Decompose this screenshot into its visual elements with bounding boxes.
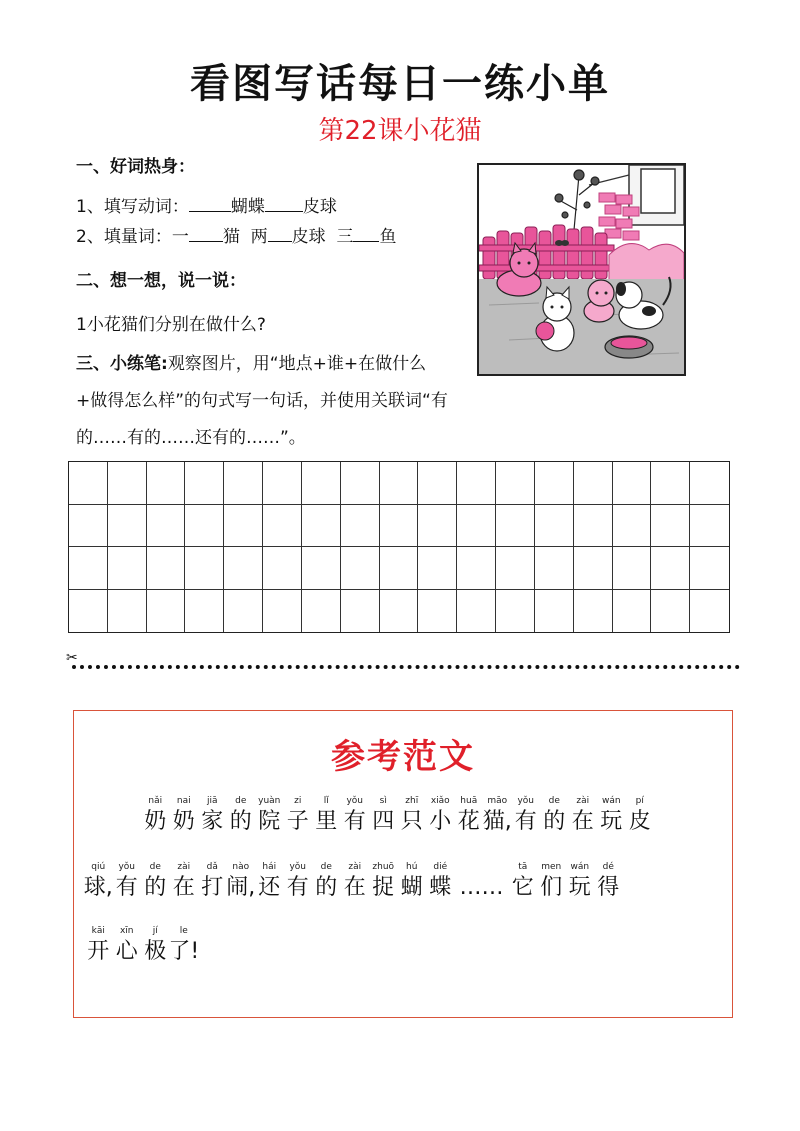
hanzi: 还	[258, 875, 281, 900]
reference-line-1	[84, 795, 654, 837]
hanzi: 奶	[172, 809, 195, 834]
verb-blank-2[interactable]	[265, 194, 303, 212]
hanzi-with-pinyin	[141, 925, 170, 967]
hanzi-with-pinyin	[509, 861, 538, 903]
pinyin: yǒu	[346, 796, 364, 806]
fish-bowl	[605, 336, 653, 358]
cats-illustration-svg	[479, 165, 684, 374]
hanzi: 开	[87, 939, 110, 964]
pinyin: zài	[576, 796, 590, 806]
grid-cell[interactable]	[69, 505, 108, 548]
hanzi: 家	[201, 809, 224, 834]
pinyin: zài	[348, 862, 362, 872]
grid-cell[interactable]	[613, 462, 652, 505]
pinyin: jí	[152, 926, 158, 936]
pinyin: wán	[601, 796, 621, 806]
pinyin: yǒu	[289, 862, 307, 872]
item1-word1: 蝴蝶	[230, 197, 265, 217]
hanzi-with-pinyin	[141, 861, 170, 903]
grid-cell[interactable]	[418, 547, 457, 590]
pinyin: le	[179, 926, 188, 936]
section1-item2	[76, 222, 396, 247]
section2-question: 1小花猫们分别在做什么?	[76, 315, 266, 335]
grid-cell[interactable]	[651, 590, 690, 633]
grid-cell[interactable]	[496, 505, 535, 548]
section1-item1	[76, 192, 337, 217]
pinyin: yǒu	[517, 796, 535, 806]
grid-cell[interactable]	[574, 462, 613, 505]
hanzi-with-pinyin	[369, 861, 398, 903]
writing-grid[interactable]	[68, 461, 730, 633]
hanzi-with-pinyin	[626, 795, 655, 837]
pinyin: zi	[294, 796, 302, 806]
grid-cell[interactable]	[457, 462, 496, 505]
hanzi: 的	[144, 875, 167, 900]
grid-cell[interactable]	[574, 505, 613, 548]
hanzi-with-pinyin	[312, 861, 341, 903]
hanzi: 的	[543, 809, 566, 834]
hanzi: 院	[258, 809, 281, 834]
pinyin: xiǎo	[430, 796, 450, 806]
pinyin: yuàn	[258, 796, 281, 806]
hanzi-with-pinyin	[341, 861, 370, 903]
item1-word2: 皮球	[302, 197, 337, 217]
cats-illustration	[477, 163, 686, 376]
hanzi: 极	[144, 939, 167, 964]
hanzi-with-pinyin	[227, 861, 256, 903]
pinyin: de	[235, 796, 247, 806]
reference-title: 参考范文	[331, 737, 475, 777]
hanzi: 们	[540, 875, 563, 900]
pinyin: nào	[232, 862, 250, 872]
hanzi-with-pinyin	[398, 861, 427, 903]
hanzi-with-pinyin	[198, 795, 227, 837]
grid-cell[interactable]	[535, 462, 574, 505]
pinyin: de	[149, 862, 161, 872]
grid-cell[interactable]	[457, 590, 496, 633]
grid-cell[interactable]	[108, 505, 147, 548]
pinyin: nǎi	[148, 796, 163, 806]
hanzi-with-pinyin	[170, 795, 199, 837]
pinyin: zhuō	[372, 862, 395, 872]
hanzi: 只	[400, 809, 423, 834]
section2-heading: 二、想一想，说一说：	[76, 271, 246, 291]
hanzi: ……	[459, 875, 504, 900]
grid-cell[interactable]	[263, 505, 302, 548]
grid-cell[interactable]	[535, 547, 574, 590]
hanzi: 在	[571, 809, 594, 834]
hanzi-with-pinyin	[512, 795, 541, 837]
hanzi: 闹,	[226, 875, 256, 900]
cut-line	[72, 665, 740, 669]
hanzi: 得	[597, 875, 620, 900]
hanzi: 皮	[628, 809, 651, 834]
hanzi-with-pinyin	[455, 861, 509, 903]
hanzi-with-pinyin	[255, 861, 284, 903]
section3-heading: 三、小练笔:	[76, 354, 168, 374]
grid-cell[interactable]	[69, 590, 108, 633]
hanzi: 它	[511, 875, 534, 900]
grid-cell[interactable]	[457, 547, 496, 590]
grid-cell[interactable]	[418, 590, 457, 633]
grid-cell[interactable]	[341, 590, 380, 633]
hanzi: 有	[343, 809, 366, 834]
grid-cell[interactable]	[341, 505, 380, 548]
hanzi: 奶	[144, 809, 167, 834]
grid-cell[interactable]	[302, 462, 341, 505]
reference-line-2	[84, 861, 623, 903]
measure-blank-3[interactable]	[353, 224, 379, 242]
grid-cell[interactable]	[690, 505, 729, 548]
hanzi-with-pinyin	[284, 861, 313, 903]
grid-cell[interactable]	[690, 462, 729, 505]
grid-cell[interactable]	[651, 547, 690, 590]
hanzi-with-pinyin	[594, 861, 623, 903]
grid-cell[interactable]	[380, 505, 419, 548]
hanzi: 的	[315, 875, 338, 900]
pinyin: de	[548, 796, 560, 806]
hanzi-with-pinyin	[569, 795, 598, 837]
hanzi-with-pinyin	[312, 795, 341, 837]
grid-cell[interactable]	[341, 547, 380, 590]
hanzi-with-pinyin	[170, 861, 199, 903]
grid-cell[interactable]	[224, 547, 263, 590]
grid-cell[interactable]	[108, 462, 147, 505]
hanzi-with-pinyin	[566, 861, 595, 903]
item2-w2: 皮球	[291, 227, 326, 247]
pinyin: dié	[433, 862, 448, 872]
hanzi: 打	[201, 875, 224, 900]
grid-cell[interactable]	[302, 547, 341, 590]
hanzi-with-pinyin	[398, 795, 427, 837]
hanzi: 球,	[83, 875, 113, 900]
pinyin: māo	[487, 796, 508, 806]
hanzi: 蝴	[400, 875, 423, 900]
grid-cell[interactable]	[147, 590, 186, 633]
pinyin: kāi	[91, 926, 105, 936]
grid-cell[interactable]	[263, 462, 302, 505]
hanzi: 四	[372, 809, 395, 834]
grid-cell[interactable]	[263, 547, 302, 590]
grid-cell[interactable]	[341, 462, 380, 505]
item2-w3: 鱼	[379, 227, 397, 247]
grid-cell[interactable]	[535, 590, 574, 633]
grid-cell[interactable]	[302, 505, 341, 548]
section3-text: 观察图片，用“地点+谁+在做什么+做得怎么样”的句式写一句话，并使用关联词“有的……有的……还有的……”。	[76, 354, 448, 448]
pinyin: huā	[460, 796, 478, 806]
hanzi-with-pinyin	[113, 795, 142, 837]
reference-box	[73, 710, 733, 1018]
grid-cell[interactable]	[496, 590, 535, 633]
hanzi: 捉	[372, 875, 395, 900]
hanzi-with-pinyin	[597, 795, 626, 837]
grid-cell[interactable]	[651, 505, 690, 548]
grid-cell[interactable]	[185, 590, 224, 633]
hanzi-with-pinyin	[341, 795, 370, 837]
flower-plant	[555, 170, 599, 230]
pinyin: zhī	[405, 796, 419, 806]
grid-cell[interactable]	[185, 547, 224, 590]
grid-cell[interactable]	[457, 505, 496, 548]
hanzi-with-pinyin	[198, 861, 227, 903]
grid-cell[interactable]	[108, 590, 147, 633]
grid-cell[interactable]	[418, 505, 457, 548]
grid-cell[interactable]	[185, 462, 224, 505]
grid-cell[interactable]	[108, 547, 147, 590]
grid-cell[interactable]	[690, 547, 729, 590]
pinyin: dǎ	[206, 862, 218, 872]
grid-cell[interactable]	[185, 505, 224, 548]
grid-cell[interactable]	[224, 462, 263, 505]
section1-heading: 一、好词热身：	[76, 157, 195, 177]
hanzi-with-pinyin	[426, 861, 455, 903]
hanzi-with-pinyin	[537, 861, 566, 903]
hanzi: 的	[229, 809, 252, 834]
grid-cell[interactable]	[380, 547, 419, 590]
pinyin: de	[320, 862, 332, 872]
grid-cell[interactable]	[302, 590, 341, 633]
grid-cell[interactable]	[147, 505, 186, 548]
grid-cell[interactable]	[69, 462, 108, 505]
pinyin: dé	[602, 862, 614, 872]
pinyin: lǐ	[323, 796, 329, 806]
hanzi: 有	[514, 809, 537, 834]
hanzi: 蝶	[429, 875, 452, 900]
ball-icon	[536, 322, 554, 340]
hanzi-with-pinyin	[455, 795, 484, 837]
grid-cell[interactable]	[613, 505, 652, 548]
hanzi: 在	[172, 875, 195, 900]
worksheet-title: 看图写话每日一练小单	[190, 61, 610, 107]
house-window	[641, 169, 675, 213]
hanzi-with-pinyin	[84, 795, 113, 837]
hanzi: 有	[115, 875, 138, 900]
hanzi: 玩	[568, 875, 591, 900]
hanzi-with-pinyin	[170, 925, 199, 967]
hanzi: 玩	[600, 809, 623, 834]
hanzi-with-pinyin	[426, 795, 455, 837]
grid-cell[interactable]	[496, 547, 535, 590]
section3-paragraph	[76, 346, 456, 457]
hanzi-with-pinyin	[113, 925, 142, 967]
hanzi-with-pinyin	[113, 861, 142, 903]
pinyin: tā	[518, 862, 528, 872]
hanzi: 小	[429, 809, 452, 834]
item2-w1: 猫	[222, 227, 240, 247]
pinyin: hái	[262, 862, 277, 872]
item2-prefix: 2、填量词：一	[76, 227, 189, 247]
grid-cell[interactable]	[535, 505, 574, 548]
measure-blank-1[interactable]	[189, 224, 223, 242]
measure-blank-2[interactable]	[268, 224, 292, 242]
item1-prefix: 1、填写动词：	[76, 197, 189, 217]
hanzi-with-pinyin	[284, 795, 313, 837]
scissor-icon: ✂	[66, 650, 78, 666]
grid-cell[interactable]	[651, 462, 690, 505]
hanzi: 子	[286, 809, 309, 834]
pinyin: yǒu	[118, 862, 136, 872]
pink-fence	[479, 225, 614, 279]
pinyin: jiā	[206, 796, 218, 806]
hanzi: 里	[315, 809, 338, 834]
grid-cell[interactable]	[224, 505, 263, 548]
hanzi-with-pinyin	[540, 795, 569, 837]
hanzi: 猫,	[482, 809, 512, 834]
hanzi-with-pinyin	[84, 925, 113, 967]
pinyin: pí	[635, 796, 644, 806]
hanzi: 花	[457, 809, 480, 834]
reference-line-3	[84, 925, 198, 967]
lesson-subtitle: 第22课小花猫	[318, 116, 482, 146]
grid-cell[interactable]	[613, 590, 652, 633]
grid-cell[interactable]	[147, 547, 186, 590]
grid-cell[interactable]	[224, 590, 263, 633]
pink-bush	[609, 244, 684, 285]
item2-w3pre: 三	[336, 227, 354, 247]
grid-cell[interactable]	[380, 590, 419, 633]
grid-cell[interactable]	[69, 547, 108, 590]
pinyin: xīn	[119, 926, 134, 936]
grid-cell[interactable]	[147, 462, 186, 505]
pinyin: hú	[406, 862, 418, 872]
hanzi: 有	[286, 875, 309, 900]
grid-cell[interactable]	[496, 462, 535, 505]
verb-blank-1[interactable]	[189, 194, 231, 212]
pinyin: wán	[570, 862, 590, 872]
grid-cell[interactable]	[690, 590, 729, 633]
hanzi: 在	[343, 875, 366, 900]
pinyin: nai	[176, 796, 191, 806]
grid-cell[interactable]	[418, 462, 457, 505]
grid-cell[interactable]	[380, 462, 419, 505]
hanzi: 心	[115, 939, 138, 964]
pinyin: men	[541, 862, 562, 872]
hanzi-with-pinyin	[227, 795, 256, 837]
hanzi-with-pinyin	[369, 795, 398, 837]
hanzi-with-pinyin	[84, 861, 113, 903]
pinyin: sì	[379, 796, 387, 806]
grid-cell[interactable]	[574, 547, 613, 590]
item2-w2pre: 两	[250, 227, 268, 247]
hanzi-with-pinyin	[255, 795, 284, 837]
hanzi: 了!	[168, 939, 200, 964]
hanzi-with-pinyin	[141, 795, 170, 837]
pinyin: qiú	[91, 862, 106, 872]
pinyin: zài	[177, 862, 191, 872]
grid-cell[interactable]	[574, 590, 613, 633]
hanzi-with-pinyin	[483, 795, 512, 837]
grid-cell[interactable]	[613, 547, 652, 590]
grid-cell[interactable]	[263, 590, 302, 633]
